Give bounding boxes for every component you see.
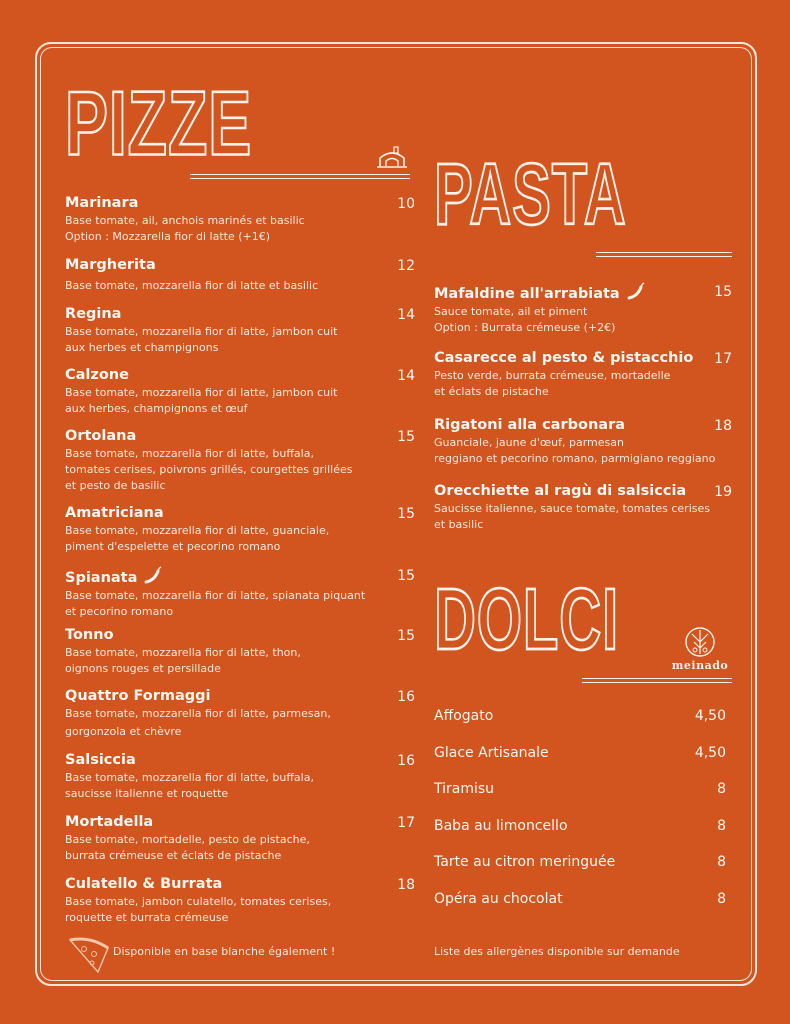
desc-line: Base tomate, mozzarella fior di latte, guanciale, <box>65 524 330 537</box>
dessert-item <box>434 854 726 870</box>
item-name: Affogato <box>434 708 494 724</box>
item-price: 10 <box>397 196 415 212</box>
pizza-item <box>65 305 415 356</box>
desc-line: Pesto verde, burrata crémeuse, mortadelle <box>434 369 671 382</box>
item-price: 8 <box>717 781 726 797</box>
desc-line: piment d'espelette et pecorino romano <box>65 540 281 553</box>
item-description <box>65 770 415 802</box>
item-description <box>65 213 415 245</box>
pizza-item <box>65 427 415 494</box>
dessert-item <box>434 818 726 834</box>
item-price: 8 <box>717 891 726 907</box>
item-description <box>65 645 415 677</box>
item-price: 15 <box>397 506 415 522</box>
desc-line: Sauce tomate, ail et piment <box>434 305 588 318</box>
pizze-title: PIZZE <box>65 72 253 175</box>
white-base-note: Disponible en base blanche également ! <box>113 945 336 958</box>
dolci-title-rule <box>582 678 732 679</box>
desc-line: tomates cerises, poivrons grillés, courgettes grillées <box>65 463 353 476</box>
desc-line: burrata crémeuse et éclats de pistache <box>65 849 282 862</box>
item-name-text: Mafaldine all'arrabiata <box>434 286 620 302</box>
desc-line: et pecorino romano <box>65 605 174 618</box>
brand-logo <box>670 626 730 678</box>
desc-line: saucisse italienne et roquette <box>65 787 229 800</box>
item-price: 14 <box>397 368 415 384</box>
item-name: Amatriciana <box>65 505 164 521</box>
desc-line: oignons rouges et persillade <box>65 662 221 675</box>
dolci-title: DOLCI <box>434 569 620 668</box>
brand-name: meinado <box>671 659 729 672</box>
item-name <box>65 566 415 587</box>
item-name: Salsiccia <box>65 752 136 768</box>
item-price: 16 <box>397 753 415 769</box>
desc-line: Base tomate, mozzarella fior di latte, jambon cuit <box>65 325 338 338</box>
item-name-text: Spianata <box>65 570 138 586</box>
pasta-item <box>434 282 732 336</box>
pizza-item <box>65 256 415 294</box>
item-name: Ortolana <box>65 428 137 444</box>
brand-logo-icon <box>684 626 716 658</box>
item-name: Margherita <box>65 257 156 273</box>
item-name: Quattro Formaggi <box>65 688 211 704</box>
desc-line: Base tomate, mozzarella fior di latte, jambon cuit <box>65 386 338 399</box>
item-name: Orecchiette al ragù di salsiccia <box>434 483 687 499</box>
item-price: 16 <box>397 689 415 705</box>
pizza-item <box>65 194 415 245</box>
item-name: Marinara <box>65 195 139 211</box>
item-price: 8 <box>717 818 726 834</box>
item-name: Tonno <box>65 627 114 643</box>
item-description <box>65 385 415 417</box>
pizza-item <box>65 366 415 417</box>
item-description <box>65 523 415 555</box>
item-description <box>65 706 415 740</box>
item-price: 15 <box>397 568 415 584</box>
desc-line: Option : Burrata crémeuse (+2€) <box>434 321 616 334</box>
pasta-title: PASTA <box>434 144 627 243</box>
item-name: Glace Artisanale <box>434 745 549 761</box>
pizza-item <box>65 751 415 802</box>
item-name: Tiramisu <box>434 781 495 797</box>
item-name: Mortadella <box>65 814 154 830</box>
desc-line: aux herbes, champignons et œuf <box>65 402 248 415</box>
item-name: Calzone <box>65 367 129 383</box>
desc-line: Base tomate, mozzarella fior di latte, thon, <box>65 646 301 659</box>
desc-line: gorgonzola et chèvre <box>65 725 182 738</box>
item-price: 14 <box>397 307 415 323</box>
desc-line: Guanciale, jaune d'œuf, parmesan <box>434 436 624 449</box>
pizze-section <box>65 72 415 175</box>
desc-line: Base tomate, ail, anchois marinés et basilic <box>65 214 305 227</box>
item-price: 15 <box>714 284 732 300</box>
item-price: 17 <box>397 815 415 831</box>
item-description <box>65 446 415 494</box>
item-price: 4,50 <box>694 708 726 724</box>
pasta-item <box>434 482 732 533</box>
chili-icon <box>143 566 163 584</box>
pizza-slice-icon <box>68 934 110 976</box>
desc-line: Base tomate, jambon culatello, tomates cerises, <box>65 895 332 908</box>
dessert-item <box>434 781 726 797</box>
pizza-item <box>65 626 415 677</box>
desc-line: reggiano et pecorino romano, parmigiano reggiano <box>434 452 716 465</box>
pizza-item <box>65 504 415 555</box>
item-price: 18 <box>397 877 415 893</box>
chili-icon <box>626 282 646 300</box>
pizza-item <box>65 566 415 620</box>
desc-line: Base tomate, mozzarella fior di latte, buffala, <box>65 447 314 460</box>
item-price: 18 <box>714 418 732 434</box>
pizza-item <box>65 687 415 740</box>
pasta-item <box>434 416 732 467</box>
item-price: 15 <box>397 429 415 445</box>
item-description <box>65 278 415 294</box>
item-name: Baba au limoncello <box>434 818 568 834</box>
item-price: 4,50 <box>694 745 726 761</box>
desc-line: Base tomate, mortadelle, pesto de pistache, <box>65 833 310 846</box>
item-name: Tarte au citron meringuée <box>434 854 616 870</box>
desc-line: Base tomate, mozzarella fior di latte et basilic <box>65 279 319 292</box>
item-description <box>434 368 732 400</box>
pizze-title-rule <box>190 174 410 175</box>
item-name: Opéra au chocolat <box>434 891 563 907</box>
item-description <box>434 304 732 336</box>
item-price: 19 <box>714 484 732 500</box>
pizza-item <box>65 813 415 864</box>
item-description <box>65 324 415 356</box>
dessert-item <box>434 745 726 761</box>
item-name: Rigatoni alla carbonara <box>434 417 626 433</box>
allergen-note: Liste des allergènes disponible sur demande <box>434 945 680 958</box>
item-description <box>65 832 415 864</box>
item-description <box>65 588 415 620</box>
item-description <box>434 435 732 467</box>
pasta-title-rule <box>596 252 732 253</box>
desc-line: Base tomate, mozzarella fior di latte, spianata piquant <box>65 589 366 602</box>
item-description <box>434 501 732 533</box>
item-name: Regina <box>65 306 122 322</box>
item-price: 15 <box>397 628 415 644</box>
pizza-item <box>65 875 415 926</box>
desc-line: Base tomate, mozzarella fior di latte, parmesan, <box>65 707 331 720</box>
item-price: 12 <box>397 258 415 274</box>
desc-line: aux herbes et champignons <box>65 341 219 354</box>
item-description <box>65 894 415 926</box>
dessert-item <box>434 891 726 907</box>
dessert-item <box>434 708 726 724</box>
desc-line: et éclats de pistache <box>434 385 549 398</box>
desc-line: Base tomate, mozzarella fior di latte, buffala, <box>65 771 314 784</box>
item-price: 8 <box>717 854 726 870</box>
desc-line: et basilic <box>434 518 484 531</box>
desc-line: Saucisse italienne, sauce tomate, tomates cerises <box>434 502 710 515</box>
desc-line: Option : Mozzarella fior di latte (+1€) <box>65 230 271 243</box>
desc-line: et pesto de basilic <box>65 479 166 492</box>
desc-line: roquette et burrata crémeuse <box>65 911 229 924</box>
oven-icon <box>376 146 408 168</box>
pasta-item <box>434 349 732 400</box>
item-name <box>434 282 732 303</box>
item-name: Casarecce al pesto & pistacchio <box>434 350 694 366</box>
item-price: 17 <box>714 351 732 367</box>
pasta-section <box>434 144 734 243</box>
item-name: Culatello & Burrata <box>65 876 223 892</box>
